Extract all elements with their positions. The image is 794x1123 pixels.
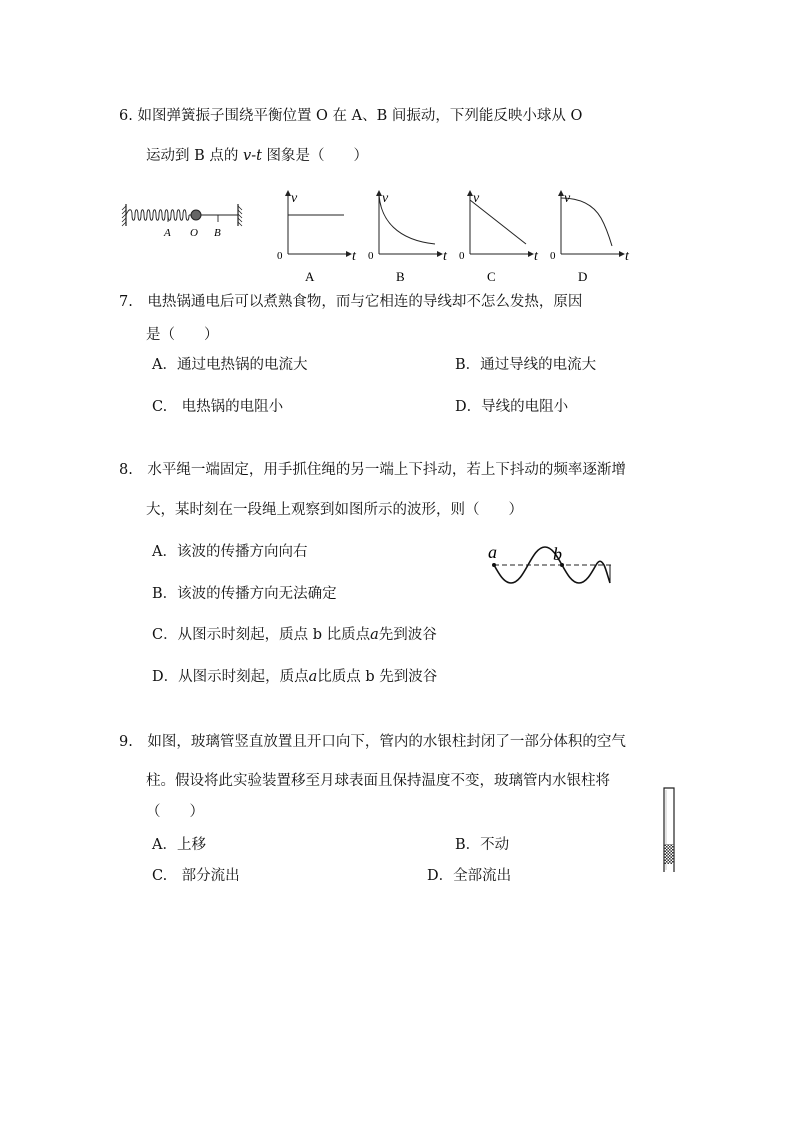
q8-option-c-a: a [370, 627, 379, 643]
origin-label: 0 [277, 250, 283, 262]
q8-option-a: A．该波的传播方向向右 [152, 544, 308, 560]
q8-line1: 8. 水平绳一端固定，用手抓住绳的另一端上下抖动，若上下抖动的频率逐渐增 [119, 462, 626, 478]
q8-line2: 大，某时刻在一段绳上观察到如图所示的波形，则（ ） [146, 502, 523, 518]
v-axis-label: v [473, 191, 480, 206]
q8-option-c-tail: 先到波谷 [378, 627, 437, 643]
q7-option-c: C. 电热锅的电阻小 [152, 399, 284, 415]
q6-line2 [146, 149, 368, 164]
q9-line2: 柱。假设将此实验装置移至月球表面且保持温度不变，玻璃管内水银柱将 [146, 773, 610, 789]
wave-diagram [488, 538, 618, 590]
q8-option-d-tail: 比质点 b 先到波谷 [317, 669, 438, 685]
q8-option-c-text: C．从图示时刻起，质点 b 比质点 [152, 627, 371, 643]
origin-label: 0 [550, 250, 556, 262]
q7-option-b: B．通过导线的电流大 [455, 357, 597, 373]
t-axis-label: t [625, 249, 629, 264]
q7-option-d: D．导线的电阻小 [455, 399, 569, 415]
q9-line1: 9. 如图，玻璃管竖直放置且开口向下，管内的水银柱封闭了一部分体积的空气 [119, 734, 626, 750]
graph-label: B [396, 269, 405, 284]
q6-line1: 6. 如图弹簧振子围绕平衡位置 O 在 A、B 间振动，下列能反映小球从 O [119, 108, 583, 124]
v-axis-label: v [564, 191, 571, 206]
q6-line2-dash: - [251, 148, 257, 164]
graph-label: C [487, 269, 496, 284]
q8-option-c [152, 628, 437, 643]
q6-line2-t: t [256, 148, 262, 164]
vt-graph-c [458, 190, 548, 285]
q8-option-d-a: a [308, 669, 318, 685]
q9-option-b: B．不动 [455, 837, 510, 853]
q9-line3: （ ） [146, 804, 204, 820]
spring-oscillator-diagram [120, 200, 250, 242]
origin-label: 0 [459, 250, 465, 262]
t-axis-label: t [352, 249, 356, 264]
q7-option-a: A．通过电热锅的电流大 [152, 357, 308, 373]
origin-label: 0 [368, 250, 374, 262]
q9-option-a: A．上移 [152, 837, 206, 853]
q9-option-c: C. 部分流出 [152, 868, 240, 884]
ball [191, 210, 201, 220]
label-o-point: O [190, 227, 198, 239]
t-axis-label: t [534, 249, 538, 264]
q9-option-d: D．全部流出 [427, 868, 512, 884]
vt-graph-a [276, 190, 366, 285]
q7-line2: 是（ ） [146, 327, 219, 343]
wave-label-b: b [553, 544, 562, 564]
q6-line2-post: 图象是（ ） [261, 148, 369, 164]
graph-label: D [578, 269, 588, 284]
spring-coil [126, 210, 189, 221]
wave-label-a: a [488, 542, 497, 562]
label-b-point: B [214, 227, 221, 239]
q8-option-d-text: D．从图示时刻起，质点 [152, 669, 309, 685]
v-axis-label: v [382, 191, 389, 206]
q6-line2-pre: 运动到 B 点的 [146, 148, 243, 164]
q8-option-d [152, 670, 437, 685]
glass-tube-diagram [660, 786, 680, 874]
v-axis-label: v [291, 191, 298, 206]
q6-line2-v: v [242, 148, 252, 164]
graph-curve [470, 200, 526, 244]
mercury-column [665, 844, 674, 864]
q7-line1: 7. 电热锅通电后可以煮熟食物，而与它相连的导线却不怎么发热，原因 [119, 294, 583, 310]
graph-label: A [305, 269, 315, 284]
vt-graph-d [549, 190, 639, 285]
label-a-point: A [164, 227, 171, 239]
t-axis-label: t [443, 249, 447, 264]
q8-option-b: B．该波的传播方向无法确定 [152, 586, 337, 602]
vt-graph-b [367, 190, 457, 285]
